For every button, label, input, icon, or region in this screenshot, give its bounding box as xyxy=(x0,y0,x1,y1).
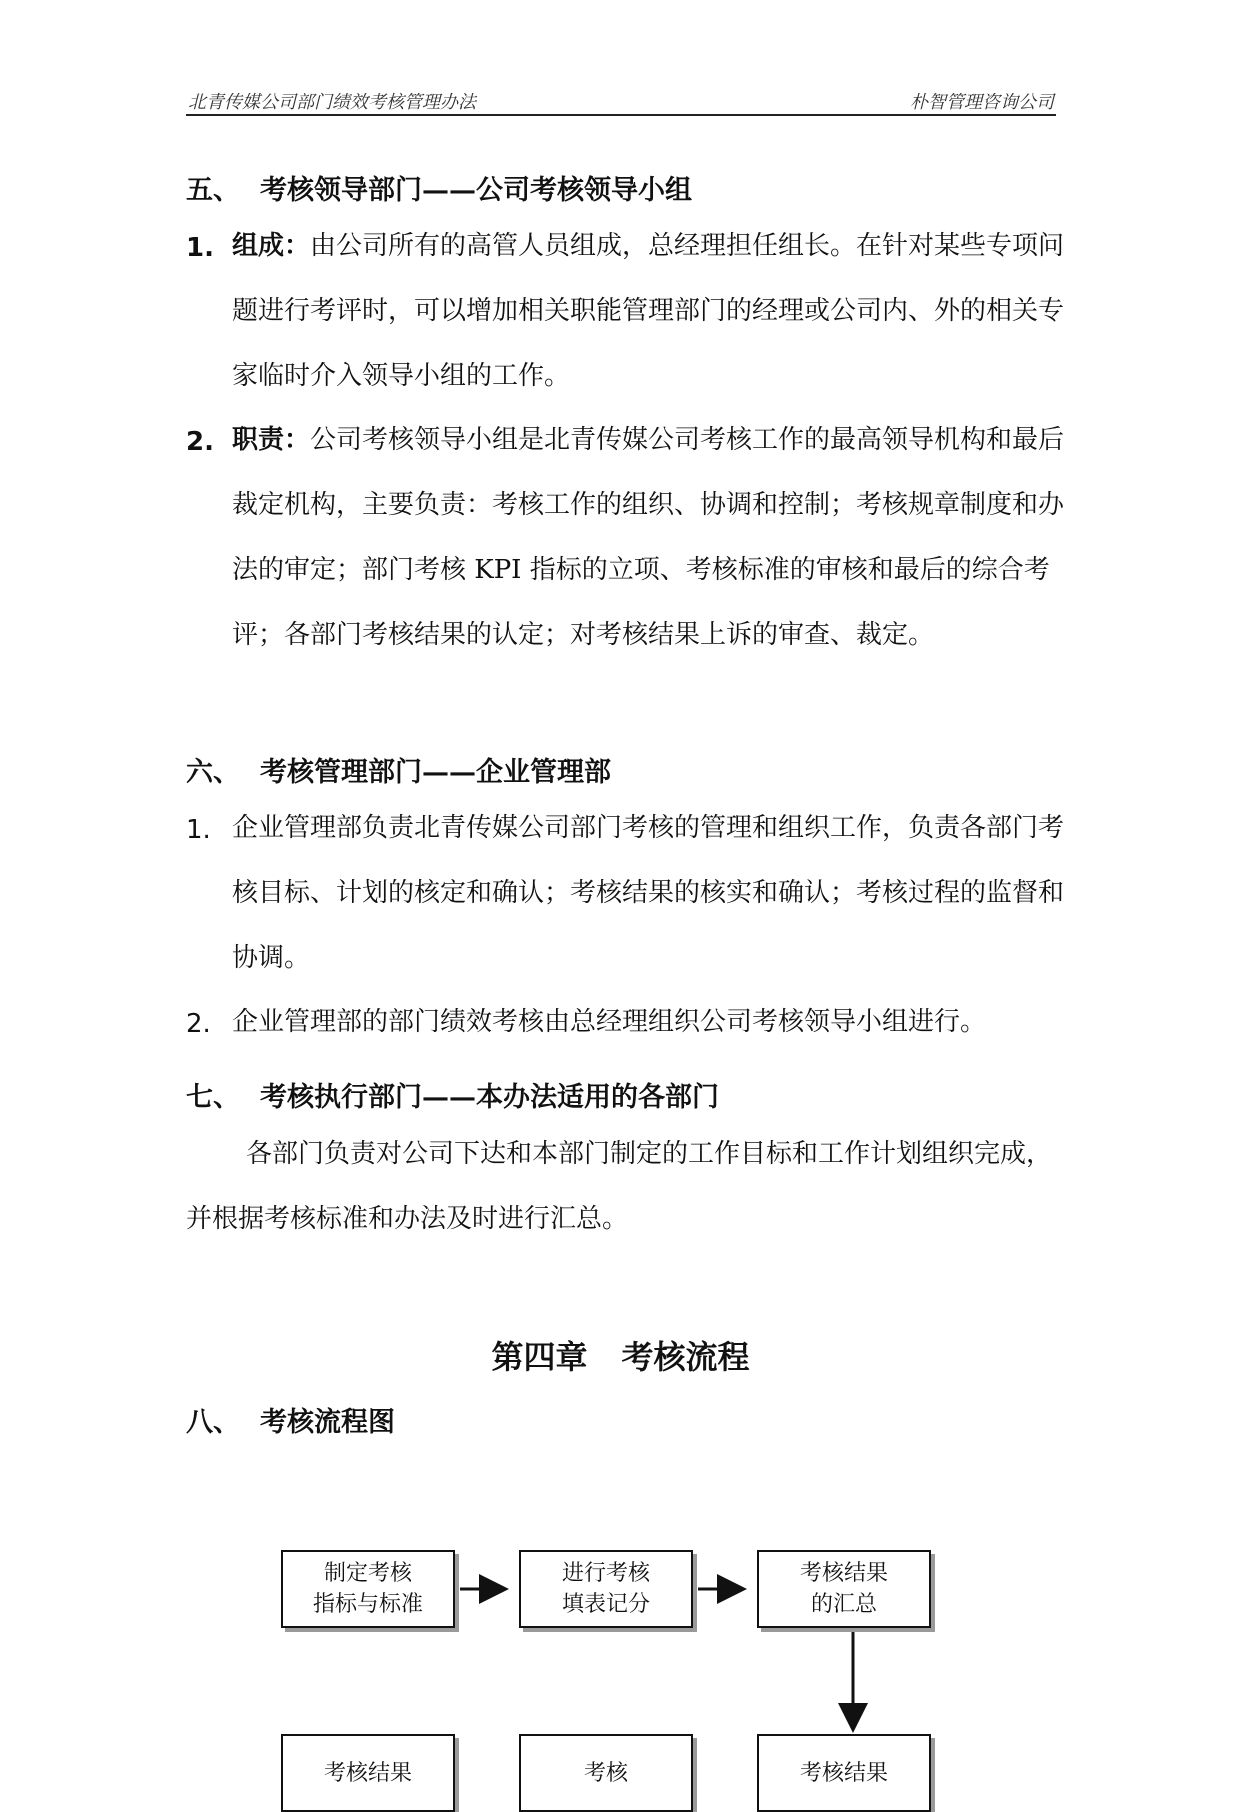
item-body: 企业管理部负责北青传媒公司部门考核的管理和组织工作，负责各部门考核目标、计划的核定和确认；考核结果的核实和确认；考核过程的监督和协调。 xyxy=(232,813,1065,973)
section-number: 八、 xyxy=(186,1407,240,1438)
node-line: 进行考核 xyxy=(561,1561,650,1586)
page-header xyxy=(186,88,1056,116)
flow-node-assessment xyxy=(519,1550,693,1628)
item-lead: 组成： xyxy=(232,231,311,261)
item-number: 1. xyxy=(186,815,211,845)
chapter-label: 第四章 xyxy=(491,1338,588,1376)
list-item xyxy=(186,815,1066,991)
section-title: 考核流程图 xyxy=(260,1407,395,1438)
item-number: 1. xyxy=(186,233,214,263)
flow-node-result-bottom-right xyxy=(757,1734,931,1812)
flow-node-define-indicators xyxy=(281,1550,455,1628)
flow-node-summary xyxy=(757,1550,931,1628)
item-body xyxy=(232,408,1066,668)
list-item xyxy=(186,427,1066,668)
chapter-heading xyxy=(0,1332,1241,1378)
section-title: 考核执行部门——本办法适用的各部门 xyxy=(260,1082,719,1113)
item-lead: 职责： xyxy=(232,425,311,455)
node-line: 的汇总 xyxy=(810,1592,877,1617)
item-number: 2. xyxy=(186,427,214,457)
flowchart xyxy=(270,1550,970,1786)
node-line: 考核 xyxy=(583,1760,628,1786)
header-doc-title: 北青传媒公司部门绩效考核管理办法 xyxy=(188,92,476,113)
node-line: 填表记分 xyxy=(561,1592,650,1617)
list-item xyxy=(186,1009,1066,1055)
flow-node-assessment-bottom xyxy=(519,1734,693,1812)
chapter-title: 考核流程 xyxy=(621,1338,750,1376)
section-7-paragraph: 各部门负责对公司下达和本部门制定的工作目标和工作计划组织完成，并根据考核标准和办法及时进行汇总。 xyxy=(186,1139,1053,1234)
list-item xyxy=(186,233,1066,409)
node-line: 制定考核 xyxy=(323,1561,412,1586)
section-number: 五、 xyxy=(186,175,240,206)
section-number: 七、 xyxy=(186,1082,240,1113)
section-title: 考核管理部门——企业管理部 xyxy=(260,757,611,788)
item-number: 2. xyxy=(186,1009,211,1039)
section-number: 六、 xyxy=(186,757,240,788)
item-text: 公司考核领导小组是北青传媒公司考核工作的最高领导机构和最后裁定机构，主要负责：考核工作的组织、协调和控制；考核规章制度和办法的审定；部门考核 KPI 指标的立项、考核标准的审核和最后的综合考评；各部门考核结果的认定；对考核结果上诉的审查、裁定。 xyxy=(232,425,1065,650)
node-line: 考核结果 xyxy=(799,1561,888,1586)
flow-node-result-bottom-left xyxy=(281,1734,455,1812)
node-line: 考核结果 xyxy=(323,1760,412,1786)
node-line: 指标与标准 xyxy=(312,1592,423,1617)
header-company: 朴智管理咨询公司 xyxy=(910,92,1054,113)
node-line: 考核结果 xyxy=(799,1760,888,1786)
item-body: 企业管理部的部门绩效考核由总经理组织公司考核领导小组进行。 xyxy=(232,1007,987,1037)
item-body xyxy=(232,214,1066,409)
item-text: 由公司所有的高管人员组成，总经理担任组长。在针对某些专项问题进行考评时，可以增加相关职能管理部门的经理或公司内、外的相关专家临时介入领导小组的工作。 xyxy=(232,231,1065,391)
section-title: 考核领导部门——公司考核领导小组 xyxy=(260,175,692,206)
